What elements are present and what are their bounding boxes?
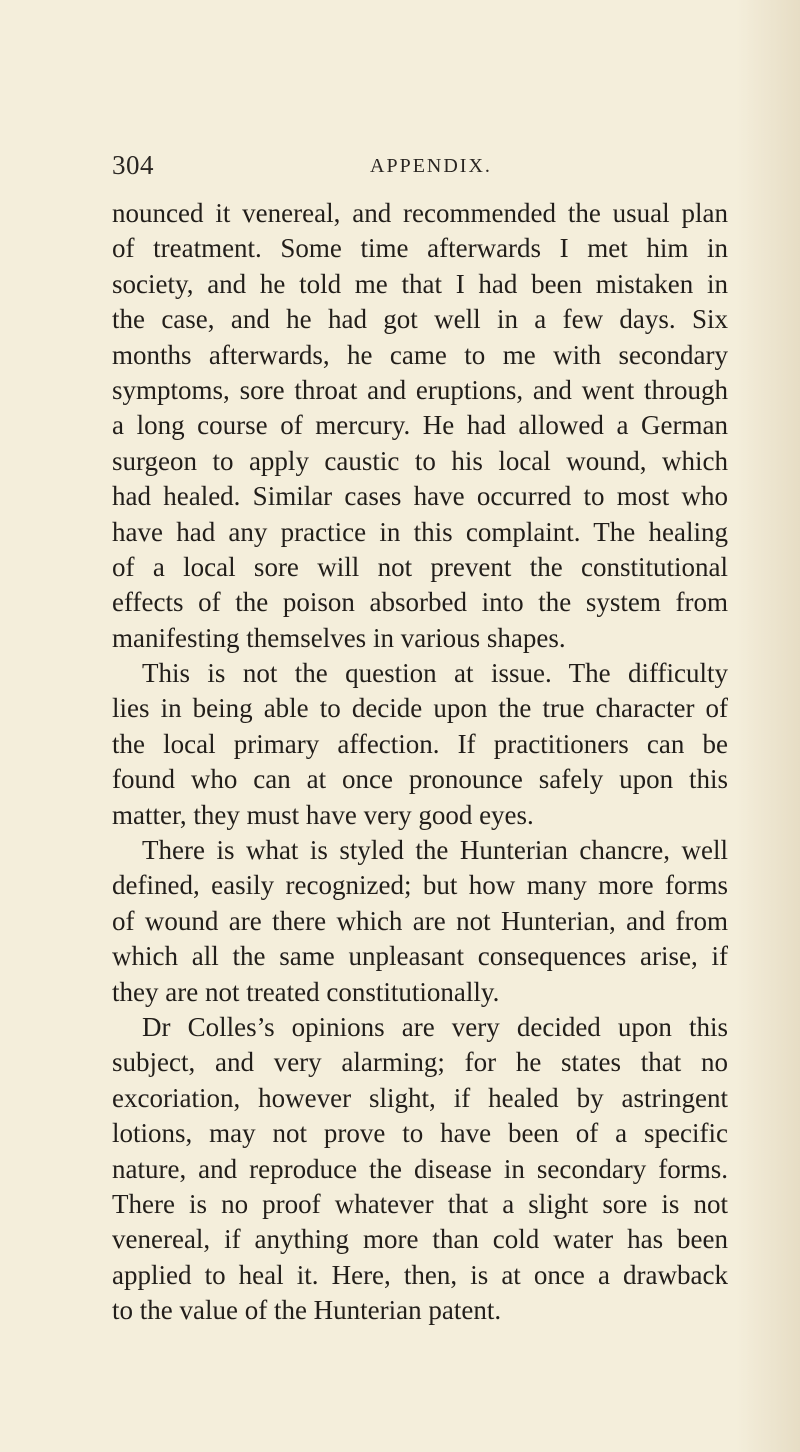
text-line: the case, and he had got well in a few days. Six <box>112 304 728 335</box>
text-line: surgeon to apply caustic to his local wound, which <box>112 445 728 476</box>
text-line: Dr Colles’s opinions are very decided upon this <box>142 1011 728 1042</box>
text-line: of wound are there which are not Hunterian, and from <box>112 905 728 936</box>
text-line: manifesting themselves in various shapes. <box>112 622 566 653</box>
text-line: a long course of mercury. He had allowed a German <box>112 410 728 441</box>
text-line: society, and he told me that I had been mistaken in <box>112 268 728 299</box>
text-line: lies in being able to decide upon the true character of <box>112 693 728 724</box>
text-line: to the value of the Hunterian patent. <box>112 1295 502 1326</box>
text-line: defined, easily recognized; but how many more forms <box>112 870 728 901</box>
text-line: have had any practice in this complaint. The healing <box>112 516 728 547</box>
text-line: There is no proof whatever that a slight sore is not <box>112 1188 728 1219</box>
text-line: applied to heal it. Here, then, is at once a drawback <box>112 1259 728 1290</box>
text-line: they are not treated constitutionally. <box>112 976 500 1007</box>
text-line: lotions, may not prove to have been of a specific <box>112 1118 728 1149</box>
running-title: APPENDIX. <box>370 155 492 177</box>
text-line: of treatment. Some time afterwards I met him in <box>112 233 728 264</box>
text-line: had healed. Similar cases have occurred to most who <box>112 481 728 512</box>
page-number: 304 <box>112 150 154 180</box>
text-line: effects of the poison absorbed into the system from <box>112 587 728 618</box>
text-line: which all the same unpleasant consequences arise, if <box>112 941 728 972</box>
text-line: months afterwards, he came to me with secondary <box>112 339 728 370</box>
body-text <box>112 196 728 1329</box>
text-line: matter, they must have very good eyes. <box>112 799 534 830</box>
text-line: excoriation, however slight, if healed by astringent <box>112 1082 728 1113</box>
text-line: There is what is styled the Hunterian chancre, well <box>142 835 728 866</box>
text-line: nature, and reproduce the disease in secondary forms. <box>112 1153 728 1184</box>
text-line: symptoms, sore throat and eruptions, and went through <box>112 374 728 405</box>
text-line: This is not the question at issue. The difficulty <box>142 658 728 689</box>
text-line: found who can at once pronounce safely upon this <box>112 764 728 795</box>
text-line: nounced it venereal, and recommended the usual plan <box>112 198 728 228</box>
text-line: venereal, if anything more than cold water has been <box>112 1224 728 1255</box>
page-header <box>112 150 722 180</box>
text-line: subject, and very alarming; for he states that no <box>112 1047 728 1078</box>
text-line: of a local sore will not prevent the constitutional <box>112 551 728 582</box>
text-line: the local primary affection. If practitioners can be <box>112 728 728 759</box>
